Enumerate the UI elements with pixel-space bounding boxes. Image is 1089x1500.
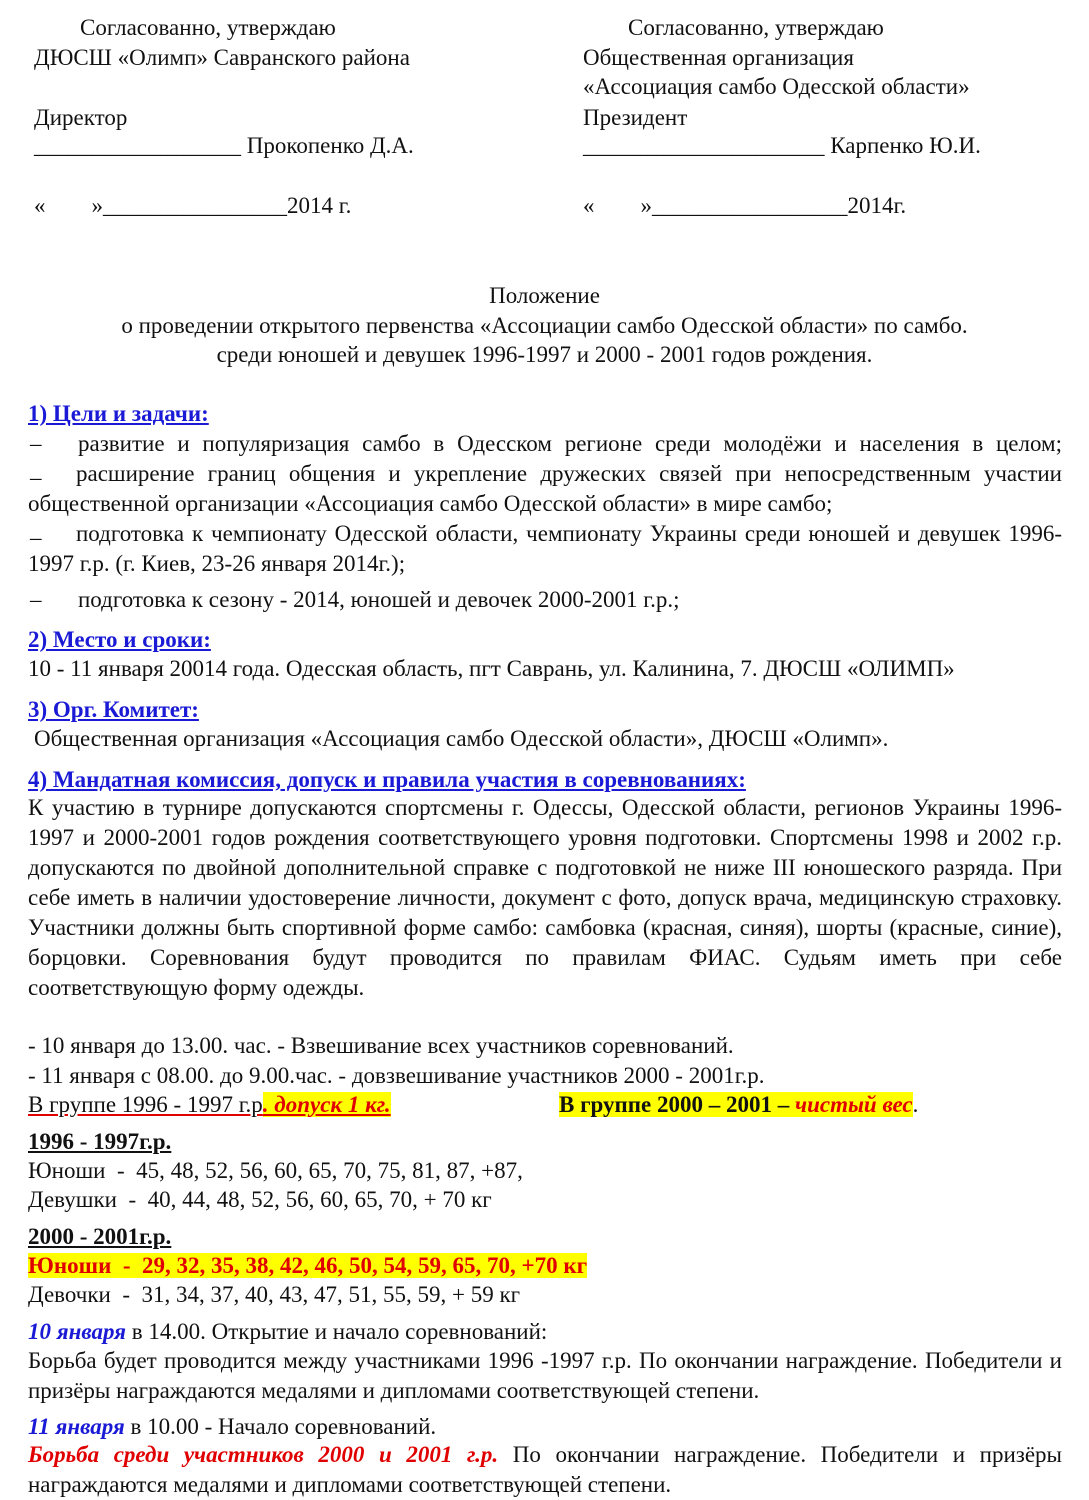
section3-heading: 3) Орг. Комитет: [28,697,199,722]
approval-left-line1: Согласованно, утверждаю [80,15,336,40]
day1-date: 10 января [28,1319,127,1344]
section2-heading: 2) Место и сроки: [28,627,211,652]
section1-item-3: подготовка к чемпионату Одесской области, чемпионату Украины среди юношей и девушек 1996-1997 г.р. (г. Киев, 23-26 января 2014г.); [28,521,1062,576]
dash-4: – [30,587,42,612]
group-1996-rule [28,1093,391,1116]
day1-text: Борьба будет проводится между участниками 1996 -1997 г.р. По окончании награждение. Победители и призёры награждаются медалями и дипломами соответствующей степени. [28,1348,1062,1403]
approval-right-date: « »_________________2014г. [583,193,907,218]
day1-line [28,1320,547,1343]
document-subtitle-2: среди юношей и девушек 1996-1997 и 2000 - 2001 годов рождения. [216,342,873,367]
section1-heading: 1) Цели и задачи: [28,401,209,426]
dash-2: – [30,465,42,490]
section1-item-2: расширение границ общения и укрепление дружеских связей при непосредственным участии общественной организации «Ассоциация самбо Одесской области» в мире самбо; [28,461,1062,516]
weights-2000-girls: Девочки - 31, 34, 37, 40, 43, 47, 51, 55, 59, + 59 кг [28,1282,521,1307]
day2-line [28,1415,436,1438]
document-subtitle: о проведении открытого первенства «Ассоциации самбо Одесской области» по самбо. [121,313,968,338]
section4-paragraph: К участию в турнире допускаются спортсмены г. Одессы, Одесской области, регионов Украины 1996-1997 и 2000-2001 годов рождения соответствующего уровня подготовки. Спортсмены 1998 и 2002 г.р. допускаются по двойной дополнительной справке с подготовкой не ниже III юношеского разряда. При себе иметь в наличии удостоверение личности, документ с фото, допуск врача, медицинскую страховку. Участники должны быть спортивной форме самбо: самбовка (красная, синяя), шорты (красные, синие), борцовки. Соревнования будут проводится по правилам ФИАС. Судьям иметь при себе соответствующую форму одежды. [28,795,1062,1000]
weights-2000-boys [28,1254,587,1277]
dash-1: – [30,431,42,456]
day1-time: в 14.00. Открытие и начало соревнований: [126,1319,548,1344]
group-2000-rule [559,1093,918,1116]
schedule-reweighing: - 11 января с 08.00. до 9.00.час. - довзвешивание участников 2000 - 2001г.р. [28,1063,765,1088]
day2-text: По окончании награждение. Победители и призёры награждаются медалями и дипломами соответствующей степени. [28,1442,1062,1497]
group-2000-suffix: . [912,1092,919,1117]
approval-right-line1: Согласованно, утверждаю [628,15,884,40]
approval-left-org: ДЮСШ «Олимп» Савранского района [34,45,410,70]
approval-right-role: Президент [583,105,688,130]
group-2000-weight: чистый вес [795,1092,913,1117]
approval-right-signature: _____________________ Карпенко Ю.И. [583,133,981,158]
day2-lead: Борьба среди участников 2000 и 2001 г.р. [28,1442,499,1467]
weights-2000-boys-text: Юноши - 29, 32, 35, 38, 42, 46, 50, 54, 59, 65, 70, +70 кг [28,1253,588,1278]
section3-text: Общественная организация «Ассоциация самбо Одесской области», ДЮСШ «Олимп». [34,726,889,751]
schedule-weighing: - 10 января до 13.00. час. - Взвешивание всех участников соревнований. [28,1033,734,1058]
approval-right-org: Общественная организация [583,45,854,70]
day2-time: в 10.00 - Начало соревнований. [124,1414,437,1439]
group-1996-allowance: . допуск 1 кг. [262,1092,391,1117]
section1-item-1: развитие и популяризация самбо в Одесском регионе среди молодёжи и населения в целом; [78,431,1062,456]
document-title: Положение [489,283,600,308]
day2-paragraph [28,1440,1062,1500]
weights-1996-boys: Юноши - 45, 48, 52, 56, 60, 65, 70, 75, 81, 87, +87, [28,1158,523,1183]
approval-left-role: Директор [34,105,128,130]
day2-date: 11 января [28,1414,125,1439]
section2-text: 10 - 11 января 20014 года. Одесская область, пгт Саврань, ул. Калинина, 7. ДЮСШ «ОЛИМП» [28,656,955,681]
weights-2000-heading: 2000 - 2001г.р. [28,1224,172,1249]
approval-right-org-name: «Ассоциация самбо Одесской области» [583,74,970,99]
approval-left-date: « »________________2014 г. [34,193,352,218]
dash-3: – [30,525,42,550]
weights-1996-girls: Девушки - 40, 44, 48, 52, 56, 60, 65, 70, + 70 кг [28,1187,492,1212]
section4-heading: 4) Мандатная комиссия, допуск и правила участия в соревнованиях: [28,767,746,792]
approval-left-signature: __________________ Прокопенко Д.А. [34,133,414,158]
group-1996-prefix: В группе 1996 - 1997 г.р [28,1092,263,1117]
section1-item-4: подготовка к сезону - 2014, юношей и девочек 2000-2001 г.р.; [78,587,680,612]
weights-1996-heading: 1996 - 1997г.р. [28,1129,172,1154]
group-2000-prefix: В группе 2000 – 2001 – [559,1092,795,1117]
